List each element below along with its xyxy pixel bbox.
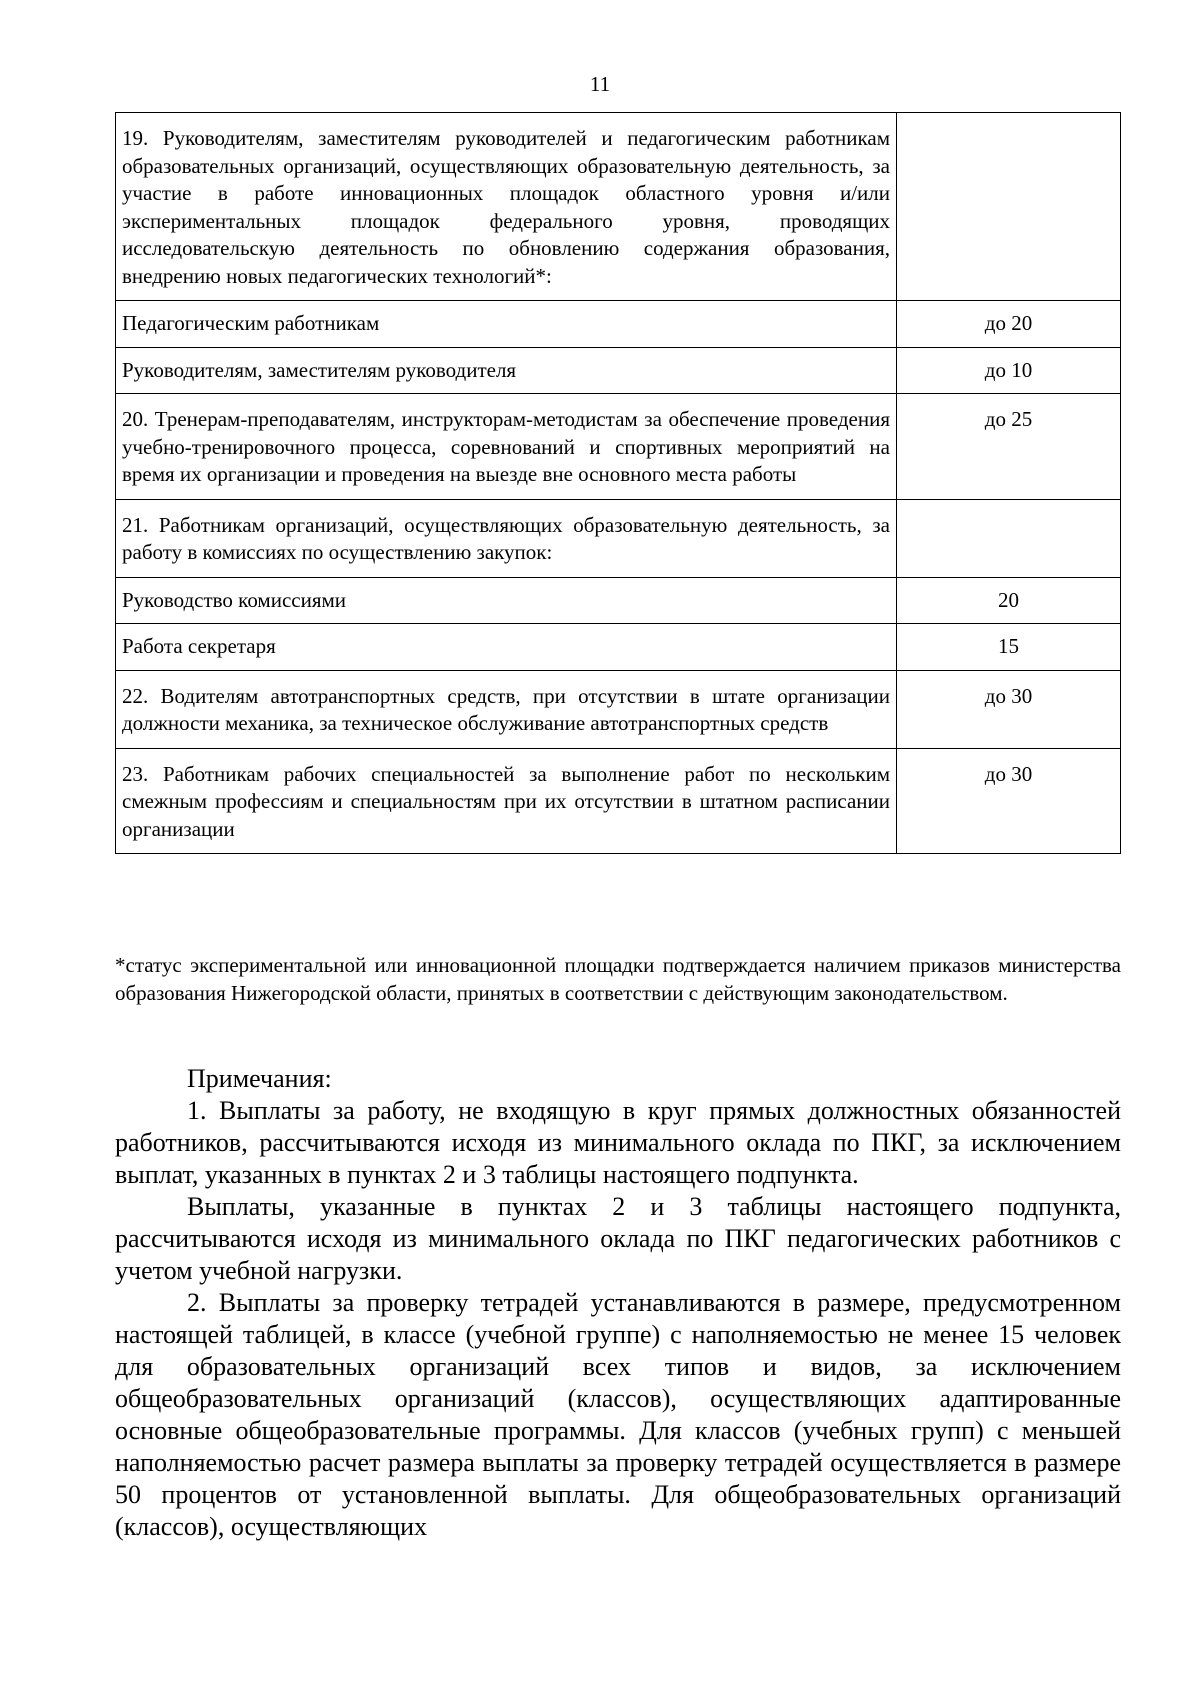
notes-section — [115, 1063, 1121, 1543]
table-row — [116, 113, 1121, 301]
row-value: до 20 — [897, 301, 1121, 348]
row-value: до 30 — [897, 670, 1121, 748]
row-value: 15 — [897, 624, 1121, 671]
table-row — [116, 347, 1121, 394]
row-description: 22. Водителям автотранспортных средств, при отсутствии в штате организации должности механика, за техническое обслуживание автотранспортных средств — [116, 670, 897, 748]
row-description: Работа секретаря — [116, 624, 897, 671]
table-row — [116, 394, 1121, 500]
row-description: Руководство комиссиями — [116, 577, 897, 624]
table-row — [116, 670, 1121, 748]
notes-heading: Примечания: — [187, 1064, 332, 1093]
row-value — [897, 499, 1121, 577]
row-description: 20. Тренерам-преподавателям, инструкторам-методистам за обеспечение проведения учебно-тренировочного процесса, соревнований и спортивных мероприятий на время их организации и проведения на выезде вне основного места работы — [116, 394, 897, 500]
row-description: Руководителям, заместителям руководителя — [116, 347, 897, 394]
row-description: 21. Работникам организаций, осуществляющих образовательную деятельность, за работу в комиссиях по осуществлению закупок: — [116, 499, 897, 577]
table-row — [116, 301, 1121, 348]
table-footnote: *статус экспериментальной или инновационной площадки подтверждается наличием приказов министерства образования Нижегородской области, принятых в соответствии с действующим законодательством. — [115, 953, 1121, 1005]
row-description: Педагогическим работникам — [116, 301, 897, 348]
table-row — [116, 577, 1121, 624]
note-paragraph: Выплаты, указанные в пунктах 2 и 3 таблицы настоящего подпункта, рассчитываются исходя из минимального оклада по ПКГ педагогических работников с учетом учебной нагрузки. — [115, 1192, 1121, 1285]
row-description: 23. Работникам рабочих специальностей за выполнение работ по нескольким смежным профессиям и специальностям при их отсутствии в штатном расписании организации — [116, 748, 897, 854]
row-value — [897, 113, 1121, 301]
row-value: 20 — [897, 577, 1121, 624]
allowance-table — [115, 112, 1121, 854]
table-row — [116, 624, 1121, 671]
note-paragraph: 1. Выплаты за работу, не входящую в круг прямых должностных обязанностей работников, рассчитываются исходя из минимального оклада по ПКГ, за исключением выплат, указанных в пунктах 2 и 3 таблицы настоящего подпункта. — [115, 1096, 1121, 1189]
row-value: до 10 — [897, 347, 1121, 394]
table-row — [116, 748, 1121, 854]
row-value: до 30 — [897, 748, 1121, 854]
note-paragraph: 2. Выплаты за проверку тетрадей устанавливаются в размере, предусмотренном настоящей таблицей, в классе (учебной группе) с наполняемостью не менее 15 человек для образовательных организаций всех типов и видов, за исключением общеобразовательных организаций (классов), осуществляющих адаптированные основные общеобразовательные программы. Для классов (учебных групп) с меньшей наполняемостью расчет размера выплаты за проверку тетрадей осуществляется в размере 50 процентов от установленной выплаты. Для общеобразовательных организаций (классов), осуществляющих — [115, 1288, 1121, 1541]
table-row — [116, 499, 1121, 577]
row-value: до 25 — [897, 394, 1121, 500]
row-description: 19. Руководителям, заместителям руководителей и педагогическим работникам образовательных организаций, осуществляющих образовательную деятельность, за участие в работе инновационных площадок областного уровня и/или экспериментальных площадок федерального уровня, проводящих исследовательскую деятельность по обновлению содержания образования, внедрению новых педагогических технологий*: — [116, 113, 897, 301]
page-number: 11 — [589, 72, 611, 96]
